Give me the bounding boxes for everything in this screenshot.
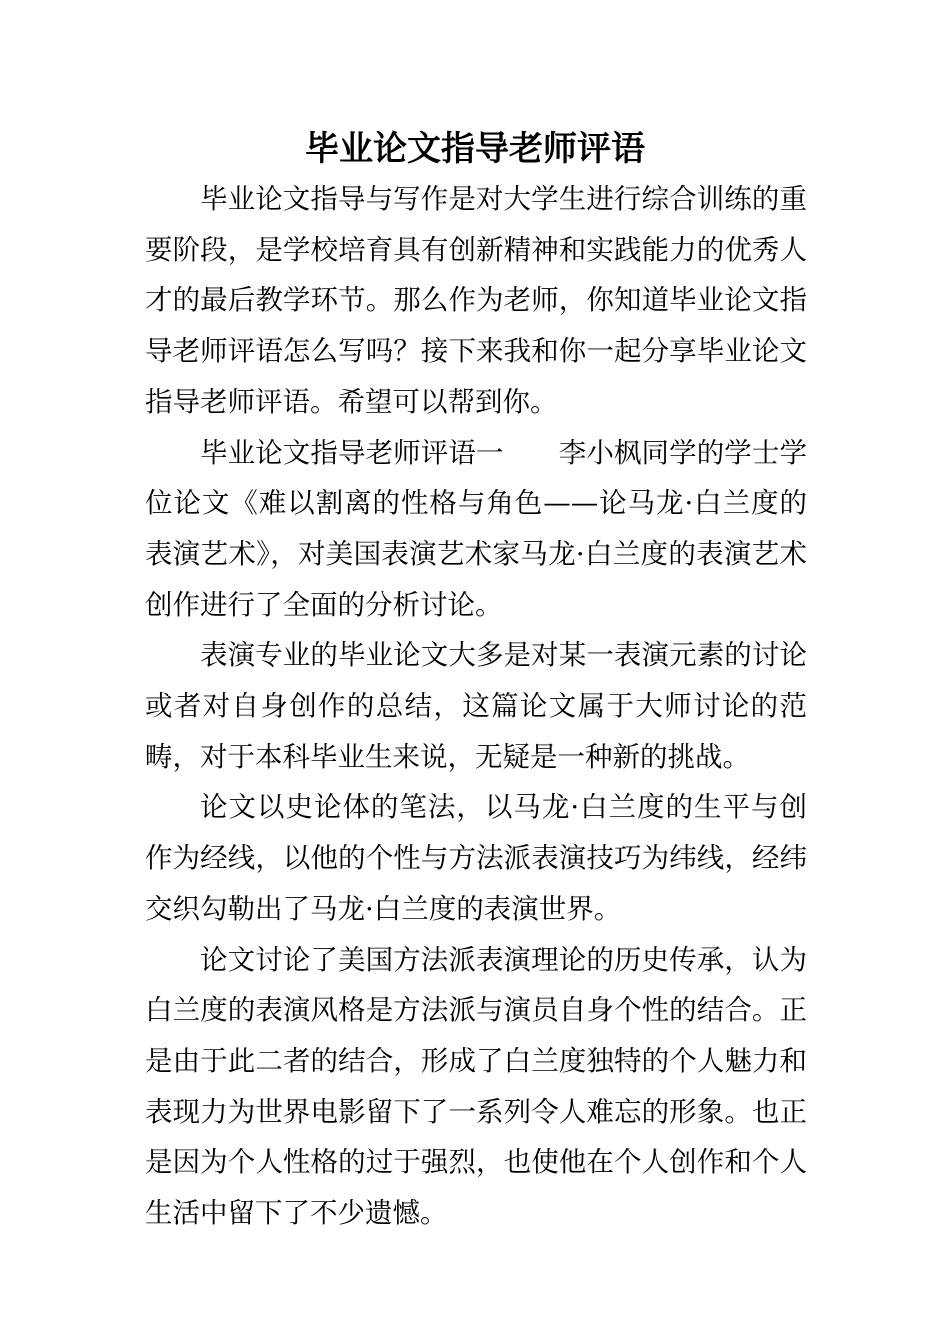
paragraph-major-context: 表演专业的毕业论文大多是对某一表演元素的讨论或者对自身创作的总结，这篇论文属于大师讨论的范畴，对于本科毕业生来说，无疑是一种新的挑战。 — [145, 639, 807, 773]
document-body — [145, 174, 807, 1239]
paragraph-intro: 毕业论文指导与写作是对大学生进行综合训练的重要阶段，是学校培育具有创新精神和实践能力的优秀人才的最后教学环节。那么作为老师，你知道毕业论文指导老师评语怎么写吗？接下来我和你一起分享毕业论文指导老师评语。希望可以帮到你。 — [145, 183, 807, 418]
paragraph-comment-one: 毕业论文指导老师评语一 李小枫同学的学士学位论文《难以割离的性格与角色——论马龙·白兰度的表演艺术》，对美国表演艺术家马龙·白兰度的表演艺术创作进行了全面的分析讨论。 — [145, 436, 807, 621]
document-title: 毕业论文指导老师评语 — [305, 129, 645, 169]
paragraph-structure: 论文以史论体的笔法，以马龙·白兰度的生平与创作为经线，以他的个性与方法派表演技巧为纬线，经纬交织勾勒出了马龙·白兰度的表演世界。 — [145, 791, 807, 925]
paragraph-discussion: 论文讨论了美国方法派表演理论的历史传承，认为白兰度的表演风格是方法派与演员自身个性的结合。正是由于此二者的结合，形成了白兰度独特的个人魅力和表现力为世界电影留下了一系列令人难忘的形象。也正是因为个人性格的过于强烈，也使他在个人创作和个人生活中留下了不少遗憾。 — [145, 943, 807, 1230]
